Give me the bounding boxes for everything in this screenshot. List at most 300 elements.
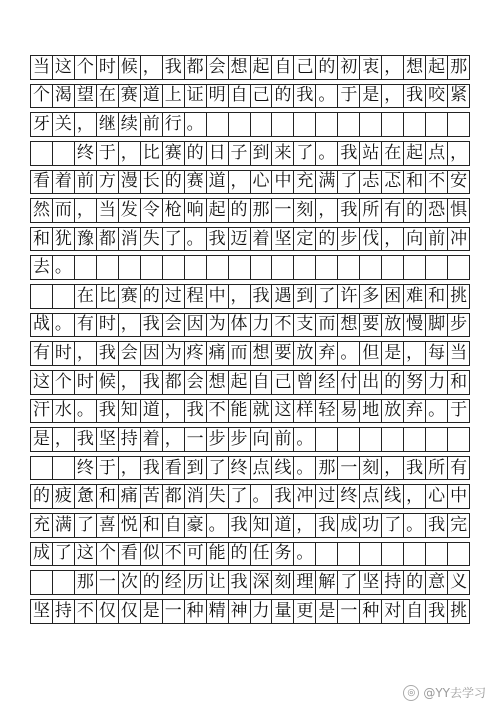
grid-cell: 自 [229,85,251,108]
grid-cell: 那 [75,571,97,594]
grid-cell: 候 [119,56,141,79]
grid-cell: 时 [75,371,97,394]
grid-cell [360,113,382,136]
grid-cell [75,256,97,279]
grid-cell: 力 [426,371,448,394]
grid-cell [316,256,338,279]
grid-cell: 着 [251,228,273,251]
grid-cell: 所 [426,457,448,480]
grid-cell [272,113,294,136]
grid-cell: 精 [207,600,229,623]
grid-cell: 我 [272,485,294,508]
grid-cell: 都 [163,371,185,394]
grid-cell: 。 [53,256,75,279]
grid-cell: 枪 [163,199,185,222]
grid-cell: 和 [426,285,448,308]
grid-line [30,484,470,509]
grid-cell [360,543,382,566]
grid-cell: 和 [404,171,426,194]
grid-cell: 步 [207,428,229,451]
grid-cell: 长 [141,171,163,194]
grid-cell: 和 [141,514,163,537]
grid-cell [382,113,404,136]
grid-cell: 功 [360,514,382,537]
grid-cell: 上 [163,85,185,108]
grid-cell: 证 [185,85,207,108]
grid-cell: 消 [185,485,207,508]
grid-cell: 有 [75,314,97,337]
grid-cell: 是 [30,428,53,451]
grid-cell: 那 [251,199,273,222]
grid-cell: 解 [316,571,338,594]
grid-cell: 自 [404,600,426,623]
grid-cell [229,113,251,136]
grid-cell [382,543,404,566]
grid-line [30,255,470,280]
grid-cell: 了 [163,228,185,251]
grid-cell: 难 [404,285,426,308]
grid-cell: 豫 [75,228,97,251]
grid-cell: ， [119,457,141,480]
grid-cell [97,256,119,279]
grid-cell [294,113,316,136]
grid-cell: 的 [404,571,426,594]
grid-cell: 发 [119,199,141,222]
grid-cell: 不 [75,600,97,623]
grid-cell: 比 [97,285,119,308]
grid-cell: 咬 [426,85,448,108]
grid-cell: 我 [251,285,273,308]
grid-cell: 的 [141,285,163,308]
grid-line [30,198,470,223]
grid-cell: 意 [426,571,448,594]
grid-cell: 点 [360,485,382,508]
grid-cell [141,256,163,279]
grid-cell: ， [382,228,404,251]
grid-cell: 起 [229,371,251,394]
grid-cell: 了 [229,485,251,508]
grid-cell: 到 [185,457,207,480]
grid-cell: 过 [316,485,338,508]
grid-row [30,456,470,485]
grid-row [30,313,470,342]
watermark-text: @YY去学习 [423,686,486,700]
grid-cell: 我 [97,400,119,423]
grid-cell: 这 [75,543,97,566]
grid-cell: 继 [97,113,119,136]
grid-row [30,84,470,113]
grid-cell: 失 [207,485,229,508]
grid-cell: 消 [119,228,141,251]
grid-cell: 点 [251,457,273,480]
grid-cell: 易 [338,400,360,423]
grid-cell [53,457,75,480]
grid-cell: 但 [360,342,382,365]
grid-cell: 向 [404,228,426,251]
grid-cell: 候 [97,371,119,394]
grid-cell: 终 [75,457,97,480]
grid-cell: 时 [97,314,119,337]
grid-cell: 赛 [119,85,141,108]
grid-cell: 可 [185,543,207,566]
grid-cell: 这 [53,56,75,79]
grid-cell: 然 [30,199,53,222]
grid-cell: 忐 [360,171,382,194]
grid-cell: 理 [294,571,316,594]
grid-cell: 会 [163,314,185,337]
grid-cell: 和 [30,228,53,251]
grid-cell: 努 [404,371,426,394]
grid-cell [338,543,360,566]
grid-cell: 想 [229,56,251,79]
grid-cell: ， [404,485,426,508]
grid-cell: 弃 [316,342,338,365]
grid-cell: 会 [207,56,229,79]
watermark-logo-icon: ◎ [403,685,419,701]
grid-cell: 我 [404,85,426,108]
grid-cell: 要 [272,342,294,365]
grid-cell: 己 [272,371,294,394]
grid-cell: 个 [53,371,75,394]
grid-cell: 行 [163,113,185,136]
grid-cell: 犹 [53,228,75,251]
grid-cell: 。 [338,342,360,365]
grid-cell: 都 [163,485,185,508]
grid-cell: 渴 [53,85,75,108]
grid-cell: 。 [185,228,207,251]
grid-cell: 经 [316,371,338,394]
grid-row [30,399,470,428]
grid-cell: ， [53,428,75,451]
grid-cell: 了 [53,543,75,566]
grid-cell: 在 [75,285,97,308]
grid-cell: 历 [185,571,207,594]
grid-cell: 放 [382,400,404,423]
grid-cell: 衷 [360,56,382,79]
grid-cell: 终 [75,142,97,165]
grid-cell: 我 [229,514,251,537]
grid-cell [53,571,75,594]
grid-cell: 而 [53,199,75,222]
grid-cell [448,113,470,136]
grid-cell: 过 [163,285,185,308]
grid-cell: 因 [185,314,207,337]
grid-cell: 线 [272,457,294,480]
grid-line [30,141,470,166]
grid-cell: ， [75,113,97,136]
grid-cell: 种 [185,600,207,623]
grid-cell: 我 [316,514,338,537]
grid-cell: 令 [141,199,163,222]
grid-cell: 冲 [448,228,470,251]
grid-cell: 每 [426,342,448,365]
grid-cell: 子 [229,142,251,165]
grid-cell: 赛 [185,171,207,194]
grid-cell: 的 [229,199,251,222]
grid-cell [251,113,273,136]
grid-cell: 我 [426,514,448,537]
grid-row [30,427,470,456]
grid-cell: 了 [207,457,229,480]
grid-cell: 在 [382,142,404,165]
grid-cell [53,285,75,308]
grid-row [30,341,470,370]
grid-cell: 我 [163,56,185,79]
grid-cell [338,113,360,136]
grid-cell: 去 [30,256,53,279]
grid-cell: 。 [426,400,448,423]
grid-cell: 关 [53,113,75,136]
grid-line [30,570,470,595]
grid-cell: 了 [294,142,316,165]
grid-cell [30,571,53,594]
grid-cell: 慢 [404,314,426,337]
grid-cell: 。 [207,514,229,537]
grid-cell: 中 [207,285,229,308]
grid-cell: 望 [75,85,97,108]
grid-line [30,112,470,137]
grid-cell: 似 [141,543,163,566]
grid-cell: 那 [448,56,470,79]
grid-cell: 挑 [448,600,470,623]
grid-cell: 仅 [97,600,119,623]
grid-cell: 一 [338,457,360,480]
grid-line [30,227,470,252]
grid-cell: 一 [185,428,207,451]
grid-cell [448,543,470,566]
grid-cell: 自 [251,371,273,394]
grid-cell [30,457,53,480]
grid-cell: 中 [448,485,470,508]
grid-cell: 我 [404,457,426,480]
grid-row [30,484,470,513]
grid-cell: 起 [207,199,229,222]
grid-cell [229,256,251,279]
grid-line [30,599,470,624]
grid-cell: 务 [272,543,294,566]
grid-cell: 惧 [448,199,470,222]
grid-cell: 步 [448,314,470,337]
grid-cell [360,428,382,451]
grid-cell: 初 [338,56,360,79]
grid-cell: 个 [75,56,97,79]
grid-cell: 起 [404,142,426,165]
grid-cell: ， [382,56,404,79]
grid-cell: 能 [229,400,251,423]
grid-cell: 和 [97,485,119,508]
grid-cell: 不 [207,400,229,423]
grid-cell: 为 [163,342,185,365]
grid-cell: 心 [251,171,273,194]
grid-cell: 我 [426,600,448,623]
grid-row [30,284,470,313]
grid-cell: 心 [426,485,448,508]
grid-cell: 漫 [119,171,141,194]
grid-cell: 深 [251,571,273,594]
grid-cell: 会 [119,342,141,365]
grid-cell: 失 [141,228,163,251]
grid-cell: 前 [272,428,294,451]
grid-cell: 喜 [97,514,119,537]
grid-cell: 紧 [448,85,470,108]
grid-cell: 一 [163,600,185,623]
grid-cell: 我 [338,199,360,222]
grid-cell: 方 [97,171,119,194]
grid-cell: 。 [251,485,273,508]
grid-cell: 于 [338,85,360,108]
grid-cell: 量 [272,600,294,623]
grid-cell: 向 [251,428,273,451]
grid-cell [272,256,294,279]
grid-cell: 是 [382,342,404,365]
grid-cell: 持 [119,428,141,451]
grid-cell: 前 [75,171,97,194]
grid-cell: 是 [141,600,163,623]
grid-cell: ， [75,342,97,365]
grid-cell: 于 [97,142,119,165]
grid-cell: 道 [272,514,294,537]
grid-cell: 了 [75,514,97,537]
grid-cell: 前 [141,113,163,136]
grid-cell: ， [163,428,185,451]
grid-cell: 多 [360,285,382,308]
grid-cell: 战 [30,314,53,337]
grid-cell: 成 [30,543,53,566]
grid-cell [30,142,53,165]
grid-cell: 持 [53,600,75,623]
grid-cell: 这 [30,371,53,394]
grid-cell [360,256,382,279]
grid-cell: 我 [75,428,97,451]
grid-row [30,198,470,227]
grid-line [30,542,470,567]
grid-line [30,84,470,109]
grid-cell: 忑 [382,171,404,194]
grid-cell: 于 [97,457,119,480]
grid-cell: 。 [316,142,338,165]
grid-cell [119,256,141,279]
grid-cell: 己 [251,85,273,108]
grid-cell: 而 [316,314,338,337]
grid-cell: ， [119,371,141,394]
grid-cell: 让 [207,571,229,594]
grid-cell: 。 [75,400,97,423]
grid-cell [404,256,426,279]
grid-cell: 己 [294,56,316,79]
grid-cell: 的 [185,142,207,165]
grid-cell: 挑 [448,285,470,308]
grid-line [30,456,470,481]
watermark [403,684,486,701]
grid-cell: 豪 [185,514,207,537]
grid-cell [316,428,338,451]
grid-cell: 我 [97,342,119,365]
grid-cell [316,113,338,136]
grid-cell: 前 [426,228,448,251]
composition-grid-paper [30,55,470,685]
grid-cell: 付 [338,371,360,394]
grid-cell: 赛 [163,142,185,165]
grid-cell: 出 [360,371,382,394]
grid-cell: 汗 [30,400,53,423]
grid-cell: 个 [97,543,119,566]
grid-row [30,542,470,571]
grid-cell: 弃 [404,400,426,423]
grid-cell [382,256,404,279]
grid-cell: 的 [316,228,338,251]
grid-cell: 是 [316,600,338,623]
grid-cell: 当 [97,199,119,222]
grid-line [30,370,470,395]
grid-cell: ， [294,514,316,537]
grid-cell: 满 [53,514,75,537]
grid-cell: ， [448,142,470,165]
grid-cell: 。 [53,314,75,337]
grid-cell: 步 [229,428,251,451]
grid-cell: ， [229,285,251,308]
grid-cell: 种 [360,600,382,623]
grid-cell: 支 [294,314,316,337]
grid-cell: 更 [294,600,316,623]
grid-cell: 我 [141,314,163,337]
grid-cell: 的 [30,485,53,508]
grid-cell: 在 [97,85,119,108]
grid-cell: 的 [141,571,163,594]
grid-line [30,399,470,424]
grid-cell: 一 [97,571,119,594]
grid-cell [294,256,316,279]
grid-cell: 力 [251,314,273,337]
grid-cell: 坚 [97,428,119,451]
grid-cell: 了 [316,285,338,308]
grid-cell: ， [382,85,404,108]
grid-cell: 的 [163,171,185,194]
grid-cell: 我 [141,457,163,480]
grid-cell: 遇 [272,285,294,308]
grid-cell: 而 [229,342,251,365]
grid-cell: 伐 [360,228,382,251]
grid-cell: 力 [251,600,273,623]
grid-cell [404,113,426,136]
grid-cell: 我 [229,571,251,594]
grid-cell: 起 [251,56,273,79]
grid-cell: 坚 [30,600,53,623]
grid-cell [163,256,185,279]
grid-row [30,141,470,170]
grid-cell: 的 [382,371,404,394]
grid-row [30,570,470,599]
grid-cell: 体 [229,314,251,337]
grid-cell: 次 [119,571,141,594]
grid-cell: 对 [382,600,404,623]
grid-cell: 道 [141,400,163,423]
grid-cell: 都 [97,228,119,251]
grid-cell: 放 [382,314,404,337]
grid-cell: ， [141,56,163,79]
grid-row [30,112,470,141]
grid-cell [316,543,338,566]
grid-cell: 我 [207,228,229,251]
grid-cell: 到 [251,142,273,165]
grid-cell: 想 [251,342,273,365]
grid-cell: 自 [163,514,185,537]
grid-cell: 神 [229,600,251,623]
grid-cell: 因 [141,342,163,365]
grid-cell: 着 [53,171,75,194]
grid-cell: 于 [448,400,470,423]
grid-cell [448,428,470,451]
grid-row [30,599,470,628]
